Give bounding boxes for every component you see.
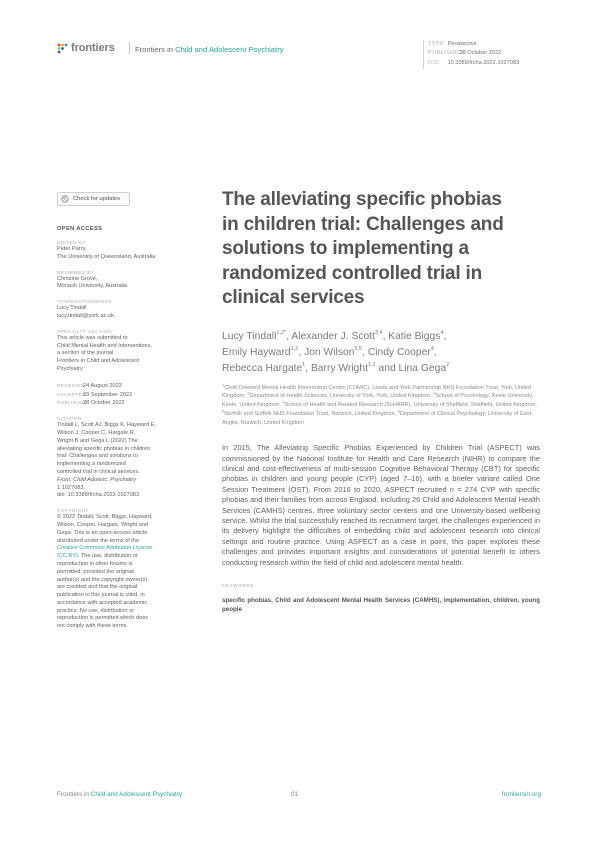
author[interactable]: Alexander J. Scott$^{3,4}$ — [291, 329, 383, 342]
logo-text: frontiers — [71, 42, 115, 54]
journal-prefix: Frontiers in — [135, 45, 176, 54]
footer-site-link[interactable]: frontiersin.org — [501, 791, 541, 798]
abstract: In 2015, The Alleviating Specific Phobias Experienced by Children Trial (ASPECT) was commissioned by the National Institute for Health and Care Research (NIHR) to compare the clinical and cost-effectiveness of multi-session Cognitive Behavioral Therapy (CBT) for specific phobias in children and young people (CYP) (aged 7–16), with a briefer variant called One Session Treatment (OST). From 2016 to 2020, ASPECT recruited n = 274 CYP with specific phobias and their families from across England, including 26 Child and Adolescent Mental Health Services (CAMHS) centres, three voluntary sector centers and one University-based wellbeing service. Whilst the trial successfully reached its recruitment target, the challenges experienced in its delivery highlight the difficulties of embedding child and adolescent research into clinical settings and routine practice. Using ASPECT as a case in point, this paper explores these challenges and provides important insights and considerations of potential benefit to others conducting research within the field of child and adolescent mental health. — [222, 443, 540, 567]
footer-journal[interactable]: Frontiers in Child and Adolescent Psychiatry — [57, 791, 183, 798]
article-sidebar — [57, 192, 185, 631]
meta-divider — [423, 40, 424, 69]
author[interactable]: Katie Biggs$^4$ — [388, 329, 444, 342]
article-meta — [428, 40, 519, 68]
check-updates-button[interactable] — [57, 192, 130, 206]
page-header — [57, 40, 541, 70]
meta-published: PUBLISHED 28 October 2022 — [428, 50, 502, 57]
edited-by: EDITED BY Peter Parry, The University of Queensland, Australia — [57, 240, 156, 260]
keywords: specific phobias, Child and Adolescent Mental Health Services (CAMHS), implementation, children, young people — [222, 597, 540, 613]
license-link-cc-by[interactable]: (CC BY). — [57, 553, 80, 560]
meta-doi[interactable]: DOI 10.3389/frcha.2022.1027083 — [428, 59, 520, 66]
author[interactable]: Lina Gega$^2$ — [398, 362, 450, 375]
check-updates-label: Check for updates — [73, 196, 121, 202]
reviewed-by: REVIEWED BY Christine Grové, Monash University, Australia — [57, 269, 128, 290]
author[interactable]: Cindy Cooper$^4$ — [367, 345, 434, 358]
journal-name[interactable] — [135, 45, 284, 54]
correspondence: *CORRESPONDENCE Lucy Tindall lucy.tindall@york.ac.uk — [57, 299, 185, 321]
copyright: COPYRIGHT © 2022 Tindall, Scott, Biggs, Hayward, Wilson, Cooper, Hargate, Wright and Gega. This is an open-access article distributed under the terms of the Creative Commons Attribution License (CC BY). The use, distribution or reproduction in other forums is permitted, provided the original author(s) and the copyright owner(s) are credited and that the original publication in this journal is cited, in accordance with accepted academic practice. No use, distribution or reproduction is permitted which does not comply with these terms. — [57, 508, 185, 631]
correspondence-email[interactable]: lucy.tindall@york.ac.uk — [57, 312, 114, 319]
article-dates — [57, 382, 185, 408]
author-list: Lucy Tindall$^{1,2*}$, Alexander J. Scott$^{3,4}$, Katie Biggs$^4$, Emily Hayward$^{1,2}$, Jon Wilson$^{5,6}$, Cindy Cooper$^4$, Rebecca Hargate$^1$, Barry Wright$^{1,2}$ and Lina Gega$^2$ — [222, 329, 450, 375]
article-title: The alleviating specific phobias in children trial: Challenges and solutions to implementing a randomized controlled trial in clinical services — [222, 189, 504, 308]
keywords-label: KEYWORDS — [222, 584, 254, 590]
affiliations: $^1$Child Oriented Mental Health Intervention Centre (COMIC), Leeds and York Partnership NHS Foundation Trust, York, United Kingdom, $^2$Department of Health Sciences, University of York, York, United Kingdom, $^3$School of Psychology, Keele University, Keele, United Kingdom, $^4$School of Health and Related Research (ScHARR), University of Sheffield, Sheffield, United Kingdom, $^5$Norfolk and Suffolk NHS Foundation Trust, Norwich, United Kingdom, $^6$Department of Clinical Psychology, University of East Anglia, Norwich, United Kingdom — [222, 382, 537, 426]
date-received: RECEIVED24 August 2022 — [57, 382, 122, 389]
author[interactable]: Emily Hayward$^{1,2}$ — [222, 345, 299, 358]
journal-title: Child and Adolescent Psychiatry — [175, 45, 284, 54]
frontiers-logo[interactable] — [57, 42, 115, 54]
author[interactable]: Lucy Tindall$^{1,2*}$ — [222, 329, 287, 342]
author[interactable]: Rebecca Hargate$^1$ — [222, 362, 306, 375]
license-link[interactable]: Creative Commons Attribution License — [57, 545, 153, 552]
date-published: PUBLISHED28 October 2022 — [57, 400, 125, 407]
frontiers-logo-icon — [57, 43, 68, 54]
header-divider — [129, 42, 130, 54]
citation-journal: Front. Child Adolesc. Psychiatry — [57, 476, 137, 483]
article-main — [222, 188, 540, 614]
check-updates-icon — [61, 195, 69, 203]
specialty-section: SPECIALTY SECTION This article was submitted to Child Mental Health and Interventions, a section of the journal Frontiers in Child and Adolescent Psychiatry — [57, 328, 152, 372]
page-number: 01 — [291, 791, 299, 798]
citation-doi[interactable]: doi: 10.3389/frcha.2022.1027083 — [57, 492, 140, 499]
author[interactable]: Jon Wilson$^{5,6}$ — [304, 345, 363, 358]
date-accepted: ACCEPTED29 September 2022 — [57, 391, 133, 398]
meta-type: TYPE Perspective — [428, 41, 477, 47]
author[interactable]: Barry Wright$^{1,2}$ — [310, 362, 376, 375]
open-access-label: OPEN ACCESS — [57, 226, 103, 232]
citation: CITATION Tindall L, Scott AJ, Biggs K, Hayward E, Wilson J, Cooper C, Hargate R, Wright B and Gega L (2022) The alleviating specific phobias in children trial: Challenges and solutions to implementing a randomized controlled trial in clinical services. Front. Child Adolesc. Psychiatry 1:1027083. doi: 10.3389/frcha.2022.1027083 — [57, 416, 185, 500]
